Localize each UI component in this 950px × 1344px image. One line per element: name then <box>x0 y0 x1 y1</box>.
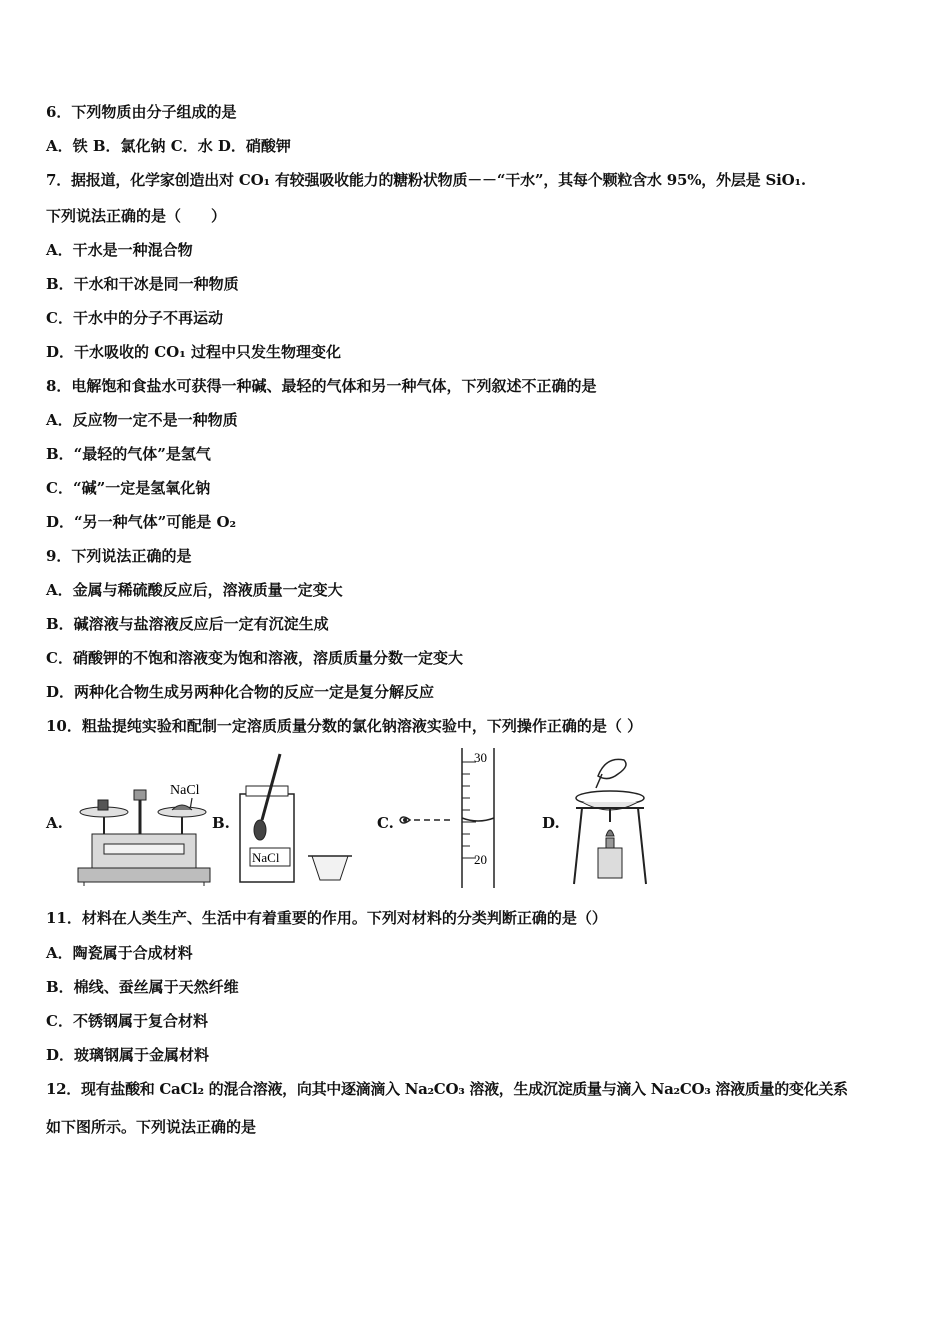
q6-options: A．铁 B．氯化钠 C．水 D．硝酸钾 <box>46 137 291 155</box>
q8-option-d: D．“另一种气体”可能是 O₂ <box>46 513 237 531</box>
evaporating-dish-figure <box>568 752 652 886</box>
cylinder-figure <box>396 748 506 888</box>
fig-b-label: B. <box>212 814 230 832</box>
q10-stem: 10．粗盐提纯实验和配制一定溶质质量分数的氯化钠溶液实验中，下列操作正确的是（ ） <box>46 717 643 735</box>
q11-option-b: B．棉线、蚕丝属于天然纤维 <box>46 978 239 996</box>
balance-figure <box>74 772 214 886</box>
q9-option-a: A．金属与稀硫酸反应后，溶液质量一定变大 <box>46 581 343 599</box>
q9-option-d: D．两种化合物生成另两种化合物的反应一定是复分解反应 <box>46 683 435 701</box>
fig-c-label: C. <box>377 814 394 832</box>
q7-option-c: C．干水中的分子不再运动 <box>46 309 223 327</box>
q8-stem: 8．电解饱和食盐水可获得一种碱、最轻的气体和另一种气体，下列叙述不正确的是 <box>46 377 597 395</box>
q7-stem-line2: 下列说法正确的是（ ） <box>46 207 227 225</box>
q11-option-d: D．玻璃钢属于金属材料 <box>46 1046 210 1064</box>
q11-option-c: C．不锈钢属于复合材料 <box>46 1012 208 1030</box>
q9-option-b: B．碱溶液与盐溶液反应后一定有沉淀生成 <box>46 615 329 633</box>
fig-a-nacl-label: NaCl <box>170 783 200 798</box>
q11-stem: 11．材料在人类生产、生活中有着重要的作用。下列对材料的分类判断正确的是（） <box>46 909 607 927</box>
fig-c-scale-bottom: 20 <box>474 852 487 867</box>
fig-b-nacl-label: NaCl <box>252 850 280 865</box>
q9-stem: 9．下列说法正确的是 <box>46 547 192 565</box>
q10-figures <box>46 748 646 888</box>
q11-option-a: A．陶瓷属于合成材料 <box>46 944 193 962</box>
fig-d-label: D. <box>542 814 560 832</box>
q7-option-d: D．干水吸收的 CO₁ 过程中只发生物理变化 <box>46 343 342 361</box>
fig-c-scale-top: 30 <box>474 750 487 765</box>
q12-stem-line2: 如下图所示。下列说法正确的是 <box>46 1118 257 1136</box>
fig-a-label: A. <box>46 814 63 832</box>
q7-option-a: A．干水是一种混合物 <box>46 241 193 259</box>
q12-stem-line1: 12．现有盐酸和 CaCl₂ 的混合溶液，向其中逐滴滴入 Na₂CO₃ 溶液，生成沉淀质量与滴入 Na₂CO₃ 溶液质量的变化关系 <box>46 1080 848 1098</box>
q8-option-a: A．反应物一定不是一种物质 <box>46 411 238 429</box>
q7-option-b: B．干水和干冰是同一种物质 <box>46 275 239 293</box>
q9-option-c: C．硝酸钾的不饱和溶液变为饱和溶液，溶质质量分数一定变大 <box>46 649 463 667</box>
q6-stem: 6．下列物质由分子组成的是 <box>46 103 237 121</box>
q7-stem-line1: 7．据报道，化学家创造出对 CO₁ 有较强吸收能力的糖粉状物质－－“干水”，其每个颗粒含水 95%，外层是 SiO₁. <box>46 171 806 189</box>
reagent-bottle-figure <box>236 750 366 886</box>
q8-option-b: B．“最轻的气体”是氢气 <box>46 445 211 463</box>
q8-option-c: C．“碱”一定是氢氧化钠 <box>46 479 211 497</box>
